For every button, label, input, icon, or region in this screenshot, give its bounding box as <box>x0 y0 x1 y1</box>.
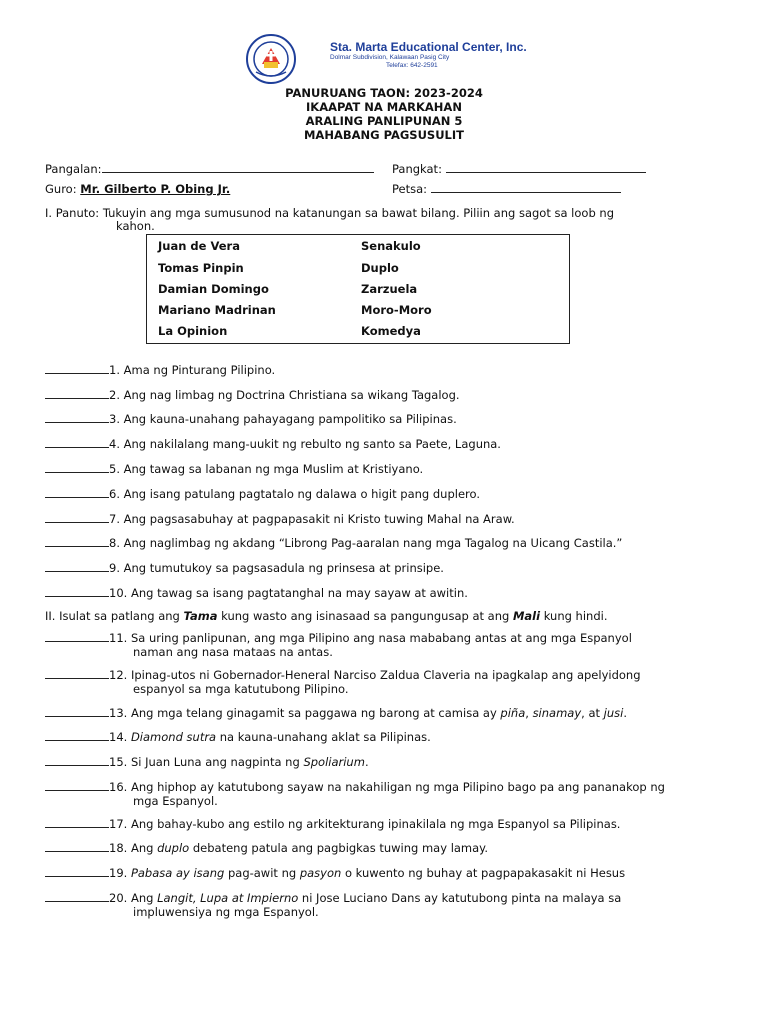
question-11: 11. Sa uring panlipunan, ang mga Pilipino ang nasa mababang antas at ang mga Espanyol naman ang nasa mataas na antas. <box>45 630 632 659</box>
exam-titles <box>0 86 768 142</box>
choice-right-3: Zarzuela <box>361 282 418 296</box>
section-row <box>392 162 646 176</box>
teacher-name: Mr. Gilberto P. Obing Jr. <box>80 182 231 196</box>
title-quarter: IKAAPAT NA MARKAHAN <box>306 100 462 114</box>
question-13: 13. Ang mga telang ginagamit sa paggawa ng barong at camisa ay piña, sinamay, at jusi. <box>45 705 627 721</box>
school-logo-icon <box>246 34 296 84</box>
part1-instruction: I. Panuto: Tukuyin ang mga sumusunod na katanungan sa bawat bilang. Piliin ang sagot sa loob ng <box>45 206 614 220</box>
date-blank[interactable] <box>431 182 621 193</box>
answer-blank[interactable] <box>45 387 109 399</box>
teacher-row <box>45 182 230 196</box>
choice-right-1: Senakulo <box>361 239 421 253</box>
answer-blank[interactable] <box>45 630 109 642</box>
choice-right-4: Moro-Moro <box>361 303 432 317</box>
question-20: 20. Ang Langit, Lupa at Impierno ni Jose Luciano Dans ay katutubong pinta na malaya sa impluwensiya ng mga Espanyol. <box>45 890 621 919</box>
choice-left-4: Mariano Madrinan <box>158 303 276 317</box>
question-16: 16. Ang hiphop ay katutubong sayaw na nakahiligan ng mga Pilipino bago pa ang pananakop ng mga Espanyol. <box>45 779 665 808</box>
answer-blank[interactable] <box>45 729 109 741</box>
title-subject: ARALING PANLIPUNAN 5 <box>305 114 463 128</box>
school-header <box>246 34 546 84</box>
answer-blank[interactable] <box>45 816 109 828</box>
question-2: 2. Ang nag limbag ng Doctrina Christiana sa wikang Tagalog. <box>45 387 460 403</box>
choice-left-3: Damian Domingo <box>158 282 269 296</box>
answer-blank[interactable] <box>45 840 109 852</box>
question-17: 17. Ang bahay-kubo ang estilo ng arkitekturang ipinakilala ng mga Espanyol sa Pilipinas. <box>45 816 620 832</box>
section-blank[interactable] <box>446 162 646 173</box>
answer-blank[interactable] <box>45 362 109 374</box>
question-5: 5. Ang tawag sa labanan ng mga Muslim at Kristiyano. <box>45 461 423 477</box>
title-exam-type: MAHABANG PAGSUSULIT <box>303 128 464 142</box>
part1-instruction-cont: kahon. <box>116 219 155 233</box>
question-9: 9. Ang tumutukoy sa pagsasadula ng prinsesa at prinsipe. <box>45 560 444 576</box>
title-school-year: PANURUANG TAON: 2023-2024 <box>285 86 483 100</box>
question-4: 4. Ang nakilalang mang-uukit ng rebulto ng santo sa Paete, Laguna. <box>45 436 501 452</box>
answer-blank[interactable] <box>45 779 109 791</box>
choice-right-5: Komedya <box>361 324 421 338</box>
question-12: 12. Ipinag-utos ni Gobernador-Heneral Narciso Zaldua Claveria na ipagkalap ang apelyidong espanyol sa mga katutubong Pilipino. <box>45 667 641 696</box>
choices-box <box>146 234 570 344</box>
answer-blank[interactable] <box>45 511 109 523</box>
date-label: Petsa: <box>392 182 428 196</box>
answer-blank[interactable] <box>45 865 109 877</box>
name-row <box>45 162 374 176</box>
question-18: 18. Ang duplo debateng patula ang pagbigkas tuwing may lamay. <box>45 840 488 856</box>
choice-left-2: Tomas Pinpin <box>158 261 244 275</box>
choice-right-2: Duplo <box>361 261 399 275</box>
name-label: Pangalan: <box>45 162 102 176</box>
school-telephone: Telefax: 642-2591 <box>386 62 438 69</box>
question-8: 8. Ang naglimbag ng akdang “Librong Pag-aaralan nang mga Tagalog na Uicang Castila.” <box>45 535 622 551</box>
question-6: 6. Ang isang patulang pagtatalo ng dalawa o higit pang duplero. <box>45 486 480 502</box>
question-10: 10. Ang tawag sa isang pagtatanghal na may sayaw at awitin. <box>45 585 468 601</box>
date-row <box>392 182 621 196</box>
question-14: 14. Diamond sutra na kauna-unahang aklat sa Pilipinas. <box>45 729 431 745</box>
teacher-label: Guro: <box>45 182 77 196</box>
answer-blank[interactable] <box>45 585 109 597</box>
answer-blank[interactable] <box>45 411 109 423</box>
choice-left-1: Juan de Vera <box>158 239 240 253</box>
choice-left-5: La Opinion <box>158 324 228 338</box>
part2-instruction: II. Isulat sa patlang ang Tama kung wasto ang isinasaad sa pangungusap at ang Mali kung hindi. <box>45 609 608 623</box>
answer-blank[interactable] <box>45 486 109 498</box>
answer-blank[interactable] <box>45 535 109 547</box>
answer-blank[interactable] <box>45 890 109 902</box>
answer-blank[interactable] <box>45 461 109 473</box>
answer-blank[interactable] <box>45 705 109 717</box>
question-1: 1. Ama ng Pinturang Pilipino. <box>45 362 275 378</box>
answer-blank[interactable] <box>45 436 109 448</box>
school-name: Sta. Marta Educational Center, Inc. <box>330 40 527 54</box>
school-address: Dolmar Subdivision, Kalawaan Pasig City <box>330 54 450 61</box>
answer-blank[interactable] <box>45 560 109 572</box>
question-15: 15. Si Juan Luna ang nagpinta ng Spoliarium. <box>45 754 369 770</box>
question-3: 3. Ang kauna-unahang pahayagang pampolitiko sa Pilipinas. <box>45 411 457 427</box>
section-label: Pangkat: <box>392 162 442 176</box>
answer-blank[interactable] <box>45 667 109 679</box>
question-7: 7. Ang pagsasabuhay at pagpapasakit ni Kristo tuwing Mahal na Araw. <box>45 511 515 527</box>
answer-blank[interactable] <box>45 754 109 766</box>
question-19: 19. Pabasa ay isang pag-awit ng pasyon o kuwento ng buhay at pagpapakasakit ni Hesus <box>45 865 625 881</box>
name-blank[interactable] <box>102 162 374 173</box>
